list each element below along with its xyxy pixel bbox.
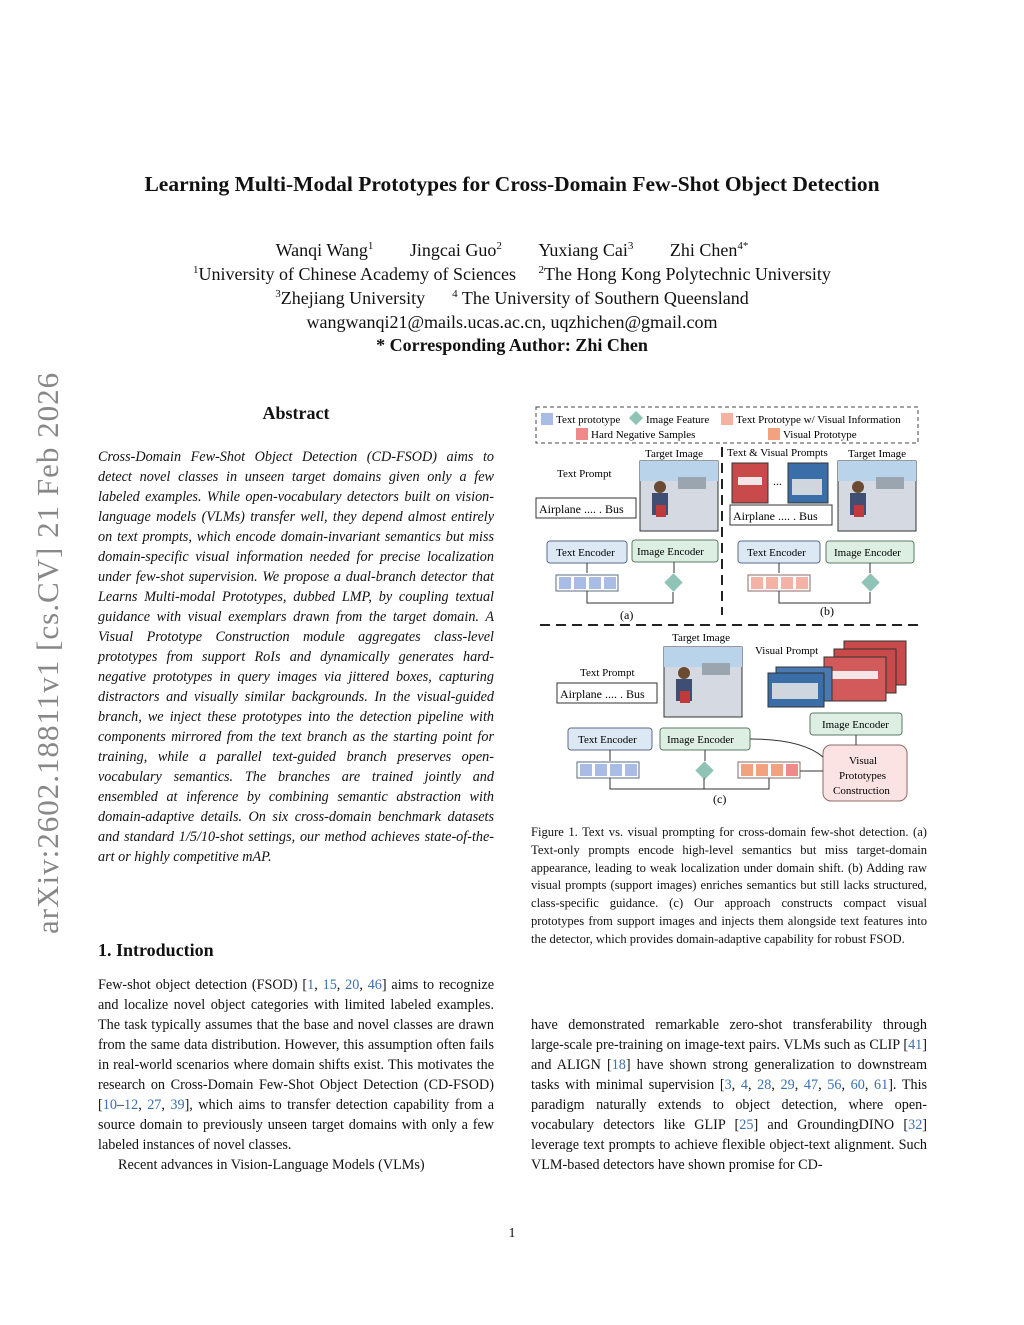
- panel-b-image-encoder-label: Image Encoder: [834, 547, 901, 559]
- panel-b-image-feature: [861, 573, 879, 591]
- citation-link[interactable]: 4: [740, 1077, 748, 1093]
- panel-a-target-image-label: Target Image: [645, 448, 703, 460]
- citation-link[interactable]: 1: [307, 977, 315, 993]
- legend-text-visual: Text Prototype w/ Visual Information: [736, 414, 901, 426]
- legend-text-prototype: Text prototype: [556, 414, 621, 426]
- abstract-heading: Abstract: [262, 403, 330, 423]
- panel-c-target-image-label: Target Image: [672, 632, 730, 644]
- connector: [610, 778, 769, 789]
- legend-swatch-visual-prototype: [768, 428, 780, 440]
- author-emails[interactable]: wangwanqi21@mails.ucas.ac.cn, uqzhichen@gmail.com: [306, 312, 718, 332]
- citation-link[interactable]: 29: [780, 1077, 795, 1093]
- panel-a-prompt-text: Airplane .... . Bus: [539, 502, 624, 516]
- citation-link[interactable]: 61: [874, 1077, 889, 1093]
- panel-c-target-image: [664, 647, 742, 717]
- vpc-label-line-1: Visual: [849, 755, 878, 767]
- panel-c-text-prototypes: [577, 762, 639, 778]
- citation-link[interactable]: 27: [147, 1097, 162, 1113]
- panel-b-support-images: [732, 463, 828, 503]
- citation-link[interactable]: 25: [739, 1117, 754, 1133]
- right-column-text: have demonstrated remarkable zero-shot transferability through large-scale pre-training on image-text pairs. VLMs such as CLIP [41] and ALIGN [18] have shown strong generalization to downstream tasks with minimal supervision [3, 4, 28, 29, 47, 56, 60, 61]. This paradigm naturally extends to object detection, where open-vocabulary detectors like GLIP [25] and GroundingDINO [32] leverage text prompts to achieve flexible object-text alignment. Such VLM-based detectors have shown promise for CD-: [531, 1017, 928, 1173]
- citation-link[interactable]: 12: [124, 1097, 139, 1113]
- panel-a-image-encoder-label: Image Encoder: [637, 546, 704, 558]
- citation-link[interactable]: 39: [170, 1097, 185, 1113]
- panel-b-prompts-label: Text & Visual Prompts: [727, 447, 828, 459]
- panel-b-prompt-text: Airplane .... . Bus: [733, 509, 818, 523]
- panel-a-image-feature: [664, 573, 682, 591]
- panel-c-prompt-text: Airplane .... . Bus: [560, 687, 645, 701]
- citation-link[interactable]: 28: [757, 1077, 772, 1093]
- citation-link[interactable]: 56: [827, 1077, 842, 1093]
- panel-a-text-prototypes: [556, 575, 618, 591]
- panel-b-text-encoder-label: Text Encoder: [747, 547, 806, 559]
- vpc-label-line-2: Prototypes: [839, 770, 887, 782]
- paper-title: Learning Multi-Modal Prototypes for Cross-Domain Few-Shot Object Detection: [144, 172, 880, 196]
- panel-c-image-encoder-support-label: Image Encoder: [822, 719, 889, 731]
- panel-b-target-image-label: Target Image: [848, 448, 906, 460]
- citation-link[interactable]: 10: [102, 1097, 117, 1113]
- legend-visual-prototype: Visual Prototype: [783, 429, 857, 441]
- corresponding-author: * Corresponding Author: Zhi Chen: [376, 335, 648, 355]
- panel-c-image-feature: [695, 761, 713, 779]
- citation-link[interactable]: 18: [611, 1057, 626, 1073]
- legend-image-feature: Image Feature: [646, 414, 710, 426]
- abstract-text: Cross-Domain Few-Shot Object Detection (CD-FSOD) aims to detect novel classes in unseen target domains given only a few labeled examples. While open-vocabulary detectors built on vision-language models (VLMs) transfer well, they depend almost entirely on text prompts, which encode domain-invariant semantics but miss domain-specific visual information needed for precise localization under few-shot supervision. We propose a dual-branch detector that Learns Multi-modal Prototypes, dubbed LMP, by coupling textual guidance with visual exemplars drawn from the target domain. A Visual Prototype Construction module aggregates class-level prototypes from support RoIs and dynamically generates hard-negative prototypes in query images via jittered boxes, capturing distractors and visually similar backgrounds. In the visual-guided branch, we inject these prototypes into the detection pipeline with components mirrored from the text branch as the starting point for training, while a parallel text-guided branch preserves open-vocabulary semantics. The branches are trained jointly and ensembled at inference by combining semantic abstraction with domain-adaptive details. On six cross-domain benchmark datasets and standard 1/5/10-shot settings, our method achieves state-of-the-art or highly competitive mAP.: [98, 449, 494, 865]
- legend-swatch-image-feature: [629, 411, 643, 425]
- page-number: 1: [508, 1226, 516, 1241]
- panel-c-text-encoder-label: Text Encoder: [578, 734, 637, 746]
- panel-c-label: (c): [713, 792, 727, 806]
- citation-link[interactable]: 46: [367, 977, 382, 993]
- affiliations-line-2: $^3$Zhejiang University $^4$ The University of Southern Queensland: [275, 288, 749, 308]
- citation-link[interactable]: 41: [908, 1037, 923, 1053]
- connector: [587, 591, 673, 603]
- panel-a-text-prompt: Text Prompt: [557, 468, 612, 480]
- panel-c-text-prompt: Text Prompt: [580, 667, 635, 679]
- panel-b-target-image: [838, 461, 916, 531]
- legend-swatch-text-prototype: [541, 413, 553, 425]
- introduction-text: Few-shot object detection (FSOD) [1, 15, 20, 46] aims to recognize and localize novel object categories with limited labeled examples. The task typically assumes that the base and novel classes are drawn from the same data distribution. However, this assumption often fails in real-world scenarios where domain shifts exist. This motivates the research on Cross-Domain Few-Shot Object Detection (CD-FSOD) [10–12, 27, 39], which aims to transfer detection capability from a source domain to previously unseen target domains with only a few labeled instances of novel classes. Recent advances in Vision-Language Models (VLMs): [98, 977, 495, 1173]
- citation-link[interactable]: 32: [908, 1117, 923, 1133]
- author-1: Wanqi Wang$^1$: [275, 240, 374, 260]
- figure-1: [532, 405, 928, 810]
- citation-link[interactable]: 15: [322, 977, 337, 993]
- panel-c-visual-prompt: Visual Prompt: [755, 645, 819, 657]
- affiliations-line-1: $^1$University of Chinese Academy of Sciences $^2$The Hong Kong Polytechnic University: [193, 264, 831, 284]
- panel-b-label: (b): [820, 604, 834, 618]
- panel-c-visual-prototypes: [738, 762, 800, 778]
- vpc-label-line-3: Construction: [833, 785, 890, 797]
- author-list: [0, 240, 1024, 261]
- arrow: [750, 739, 823, 757]
- panel-c-image-encoder-label: Image Encoder: [667, 734, 734, 746]
- panel-b-text-visual-prototypes: [748, 575, 810, 591]
- panel-a-label: (a): [620, 608, 634, 622]
- panel-a-target-image: [640, 461, 718, 531]
- citation-link[interactable]: 60: [850, 1077, 865, 1093]
- legend-swatch-hard-negative: [576, 428, 588, 440]
- citation-link[interactable]: 3: [724, 1077, 732, 1093]
- introduction-paragraph-2: Recent advances in Vision-Language Models (VLMs): [118, 1157, 425, 1173]
- panel-a-text-encoder-label: Text Encoder: [556, 547, 615, 559]
- arxiv-identifier: arXiv:2602.18811v1 [cs.CV] 21 Feb 2026: [30, 371, 65, 934]
- connector: [779, 591, 870, 603]
- author-3: Yuxiang Cai$^3$: [538, 240, 634, 260]
- legend-swatch-text-visual: [721, 413, 733, 425]
- section-heading-introduction: 1. Introduction: [98, 940, 214, 960]
- author-2: Jingcai Guo$^2$: [409, 240, 502, 260]
- citation-link[interactable]: 20: [345, 977, 360, 993]
- author-4: Zhi Chen$^{4*}$: [669, 240, 749, 260]
- svg-text:...: ...: [773, 474, 782, 488]
- citation-link[interactable]: 47: [803, 1077, 819, 1093]
- figure-1-caption: Figure 1. Text vs. visual prompting for cross-domain few-shot detection. (a) Text-only prompts encode high-level semantics but miss target-domain appearance, leading to weak localization under domain shift. (b) Adding raw visual prompts (support images) enriches semantics but still lacks structured, class-specific guidance. (c) Our approach constructs compact visual prototypes from support images and injects them alongside text features into the detector, which provides domain-adaptive capability for robust FSOD.: [531, 825, 927, 946]
- legend-hard-negative: Hard Negative Samples: [591, 429, 696, 441]
